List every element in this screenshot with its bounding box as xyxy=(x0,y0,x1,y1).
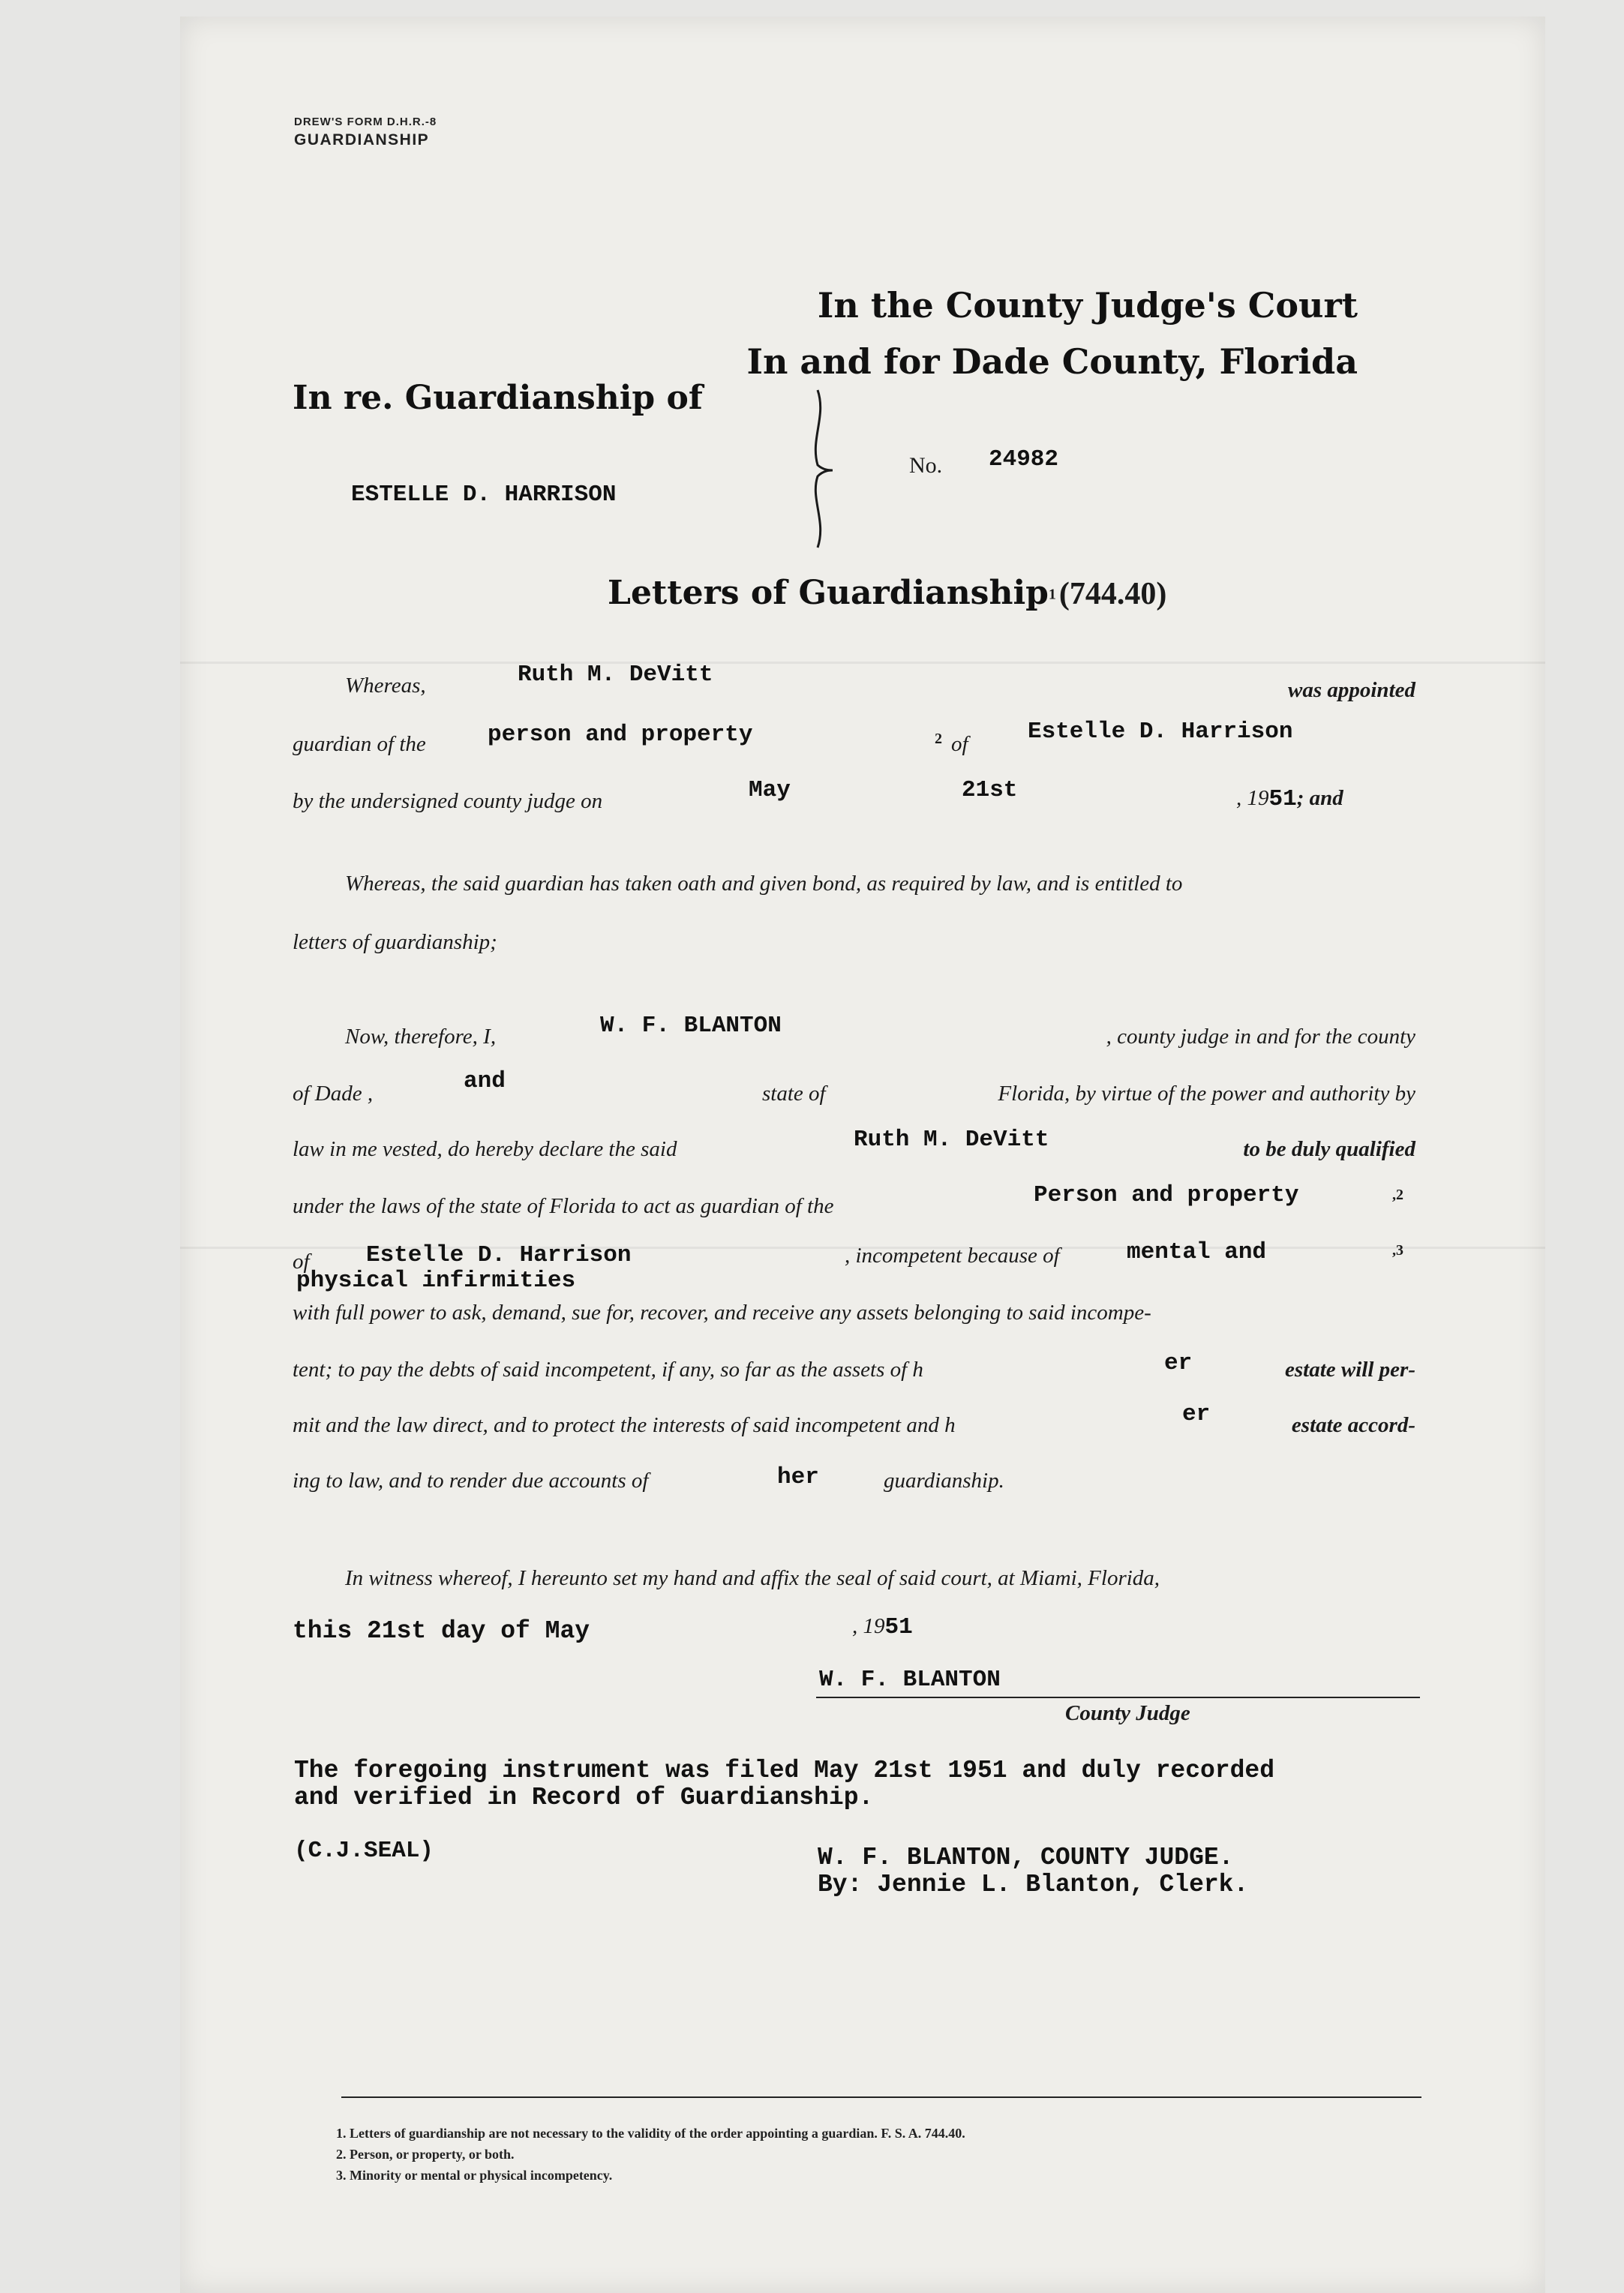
estate-will: estate will per- xyxy=(1285,1358,1415,1382)
filing-line-2: and verified in Record of Guardianship. xyxy=(294,1784,874,1811)
and-typed: and xyxy=(464,1068,506,1094)
was-appointed: was appointed xyxy=(1288,678,1415,702)
judge-name-1: W. F. BLANTON xyxy=(600,1013,782,1039)
incompetent-because: , incompetent because of xyxy=(845,1244,1060,1268)
witness-line: In witness whereof, I hereunto set my hand and affix the seal of said court, at Miami, Florida, xyxy=(345,1566,1160,1590)
county-judge-title: County Judge xyxy=(1065,1701,1190,1725)
florida-power: Florida, by virtue of the power and authority by xyxy=(998,1082,1415,1106)
reason-2: physical infirmities xyxy=(296,1268,576,1294)
filed-by-1: W. F. BLANTON, COUNTY JUDGE. xyxy=(818,1844,1234,1871)
sup-2b: ,2 xyxy=(1392,1187,1403,1203)
case-number: 24982 xyxy=(989,446,1059,473)
full-power: with full power to ask, demand, sue for, recover, and receive any assets belonging to said incompe- xyxy=(293,1301,1151,1325)
guardian-of-the: guardian of the xyxy=(293,732,426,756)
guardian-name-2: Ruth M. DeVitt xyxy=(854,1127,1049,1153)
of-1: of xyxy=(951,732,968,756)
duly-qualified: to be duly qualified xyxy=(1243,1137,1415,1161)
estate-accord: estate accord- xyxy=(1291,1413,1415,1437)
judge-signature: W. F. BLANTON xyxy=(819,1667,1001,1693)
of-dade: of Dade , xyxy=(293,1082,374,1106)
brace-icon xyxy=(803,386,840,551)
appoint-year: , 1951; and xyxy=(1236,786,1343,812)
now-therefore: Now, therefore, I, xyxy=(345,1025,497,1049)
case-no-label: No. xyxy=(909,453,943,478)
tent-pay: tent; to pay the debts of said incompetent, if any, so far as the assets of h xyxy=(293,1358,923,1382)
under-laws: under the laws of the state of Florida to act as guardian of the xyxy=(293,1194,834,1218)
signature-line xyxy=(816,1697,1420,1698)
ward-name-header: ESTELLE D. HARRISON xyxy=(351,482,617,508)
form-id: DREW'S FORM D.H.R.-8 xyxy=(294,116,437,128)
pronoun-er-2: er xyxy=(1182,1401,1211,1427)
mit-law: mit and the law direct, and to protect the interests of said incompetent and h xyxy=(293,1413,956,1437)
pronoun-her: her xyxy=(777,1464,819,1490)
footnote-3: 3. Minority or mental or physical incompetency. xyxy=(336,2168,613,2183)
witness-year: , 1951 xyxy=(852,1614,913,1640)
footnote-2: 2. Person, or property, or both. xyxy=(336,2147,515,2162)
court-line-1: In the County Judge's Court xyxy=(817,285,1358,326)
ward-name-2: Estelle D. Harrison xyxy=(366,1242,632,1268)
footnote-1: 1. Letters of guardianship are not necessary to the validity of the order appointing a guardian. F. S. A. 744.40. xyxy=(336,2126,965,2141)
law-vested: law in me vested, do hereby declare the said xyxy=(293,1137,677,1161)
state-of: state of xyxy=(762,1082,826,1106)
guardianship-end: guardianship. xyxy=(884,1469,1004,1493)
filing-line-1: The foregoing instrument was filed May 21st 1951 and duly recorded xyxy=(294,1757,1275,1784)
form-type: GUARDIANSHIP xyxy=(294,131,430,149)
sup-2a: 2 xyxy=(935,731,942,747)
in-re-heading: In re. Guardianship of xyxy=(293,379,703,417)
filed-by-2: By: Jennie L. Blanton, Clerk. xyxy=(818,1871,1249,1898)
ing-to-law: ing to law, and to render due accounts of xyxy=(293,1469,649,1493)
of-2: of xyxy=(293,1250,310,1274)
scope-2: Person and property xyxy=(1034,1182,1299,1208)
ward-name-1: Estelle D. Harrison xyxy=(1028,719,1293,745)
pronoun-er-1: er xyxy=(1164,1350,1193,1376)
by-judge-on: by the undersigned county judge on xyxy=(293,789,603,813)
whereas-1: Whereas, xyxy=(345,674,426,698)
witness-date: this 21st day of May xyxy=(293,1617,590,1645)
guardian-name-1: Ruth M. DeVitt xyxy=(518,662,713,688)
whereas-2-line1: Whereas, the said guardian has taken oath and given bond, as required by law, and is entitled to xyxy=(345,872,1183,896)
whereas-2-line2: letters of guardianship; xyxy=(293,930,497,954)
reason-1: mental and xyxy=(1127,1239,1267,1265)
court-line-2: In and for Dade County, Florida xyxy=(746,341,1358,382)
scope-1: person and property xyxy=(488,722,753,748)
appoint-month: May xyxy=(749,777,791,803)
court-seal: (C.J.SEAL) xyxy=(294,1838,434,1864)
county-judge-for: , county judge in and for the county xyxy=(1106,1025,1415,1049)
document-title: Letters of Guardianship1 (744.40) xyxy=(608,574,1167,612)
footnote-rule xyxy=(341,2096,1421,2098)
appoint-day: 21st xyxy=(962,777,1018,803)
sup-3: ,3 xyxy=(1392,1242,1403,1259)
